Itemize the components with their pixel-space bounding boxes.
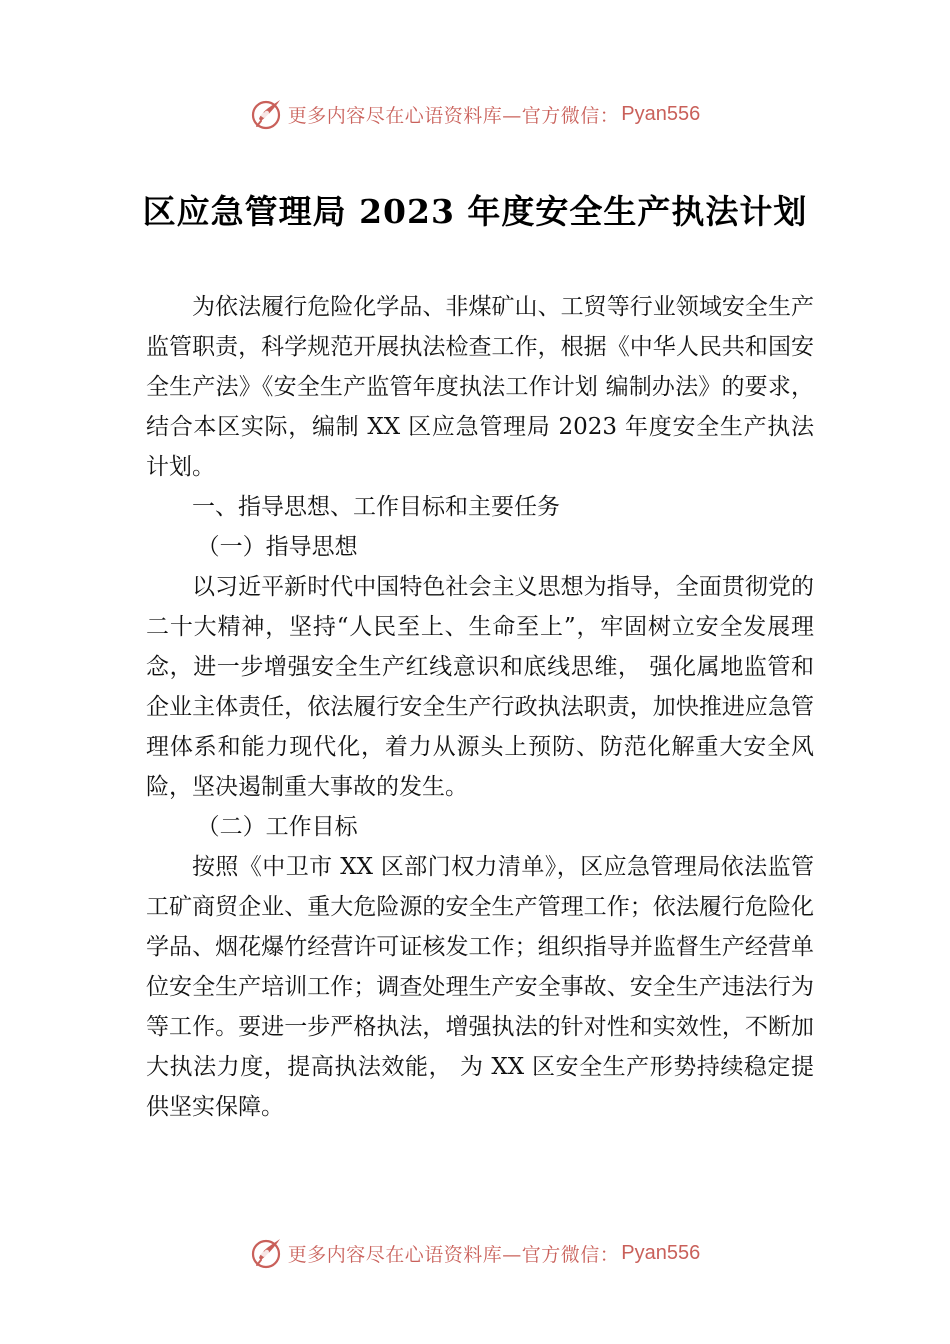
- subsection-heading: （二）工作目标: [196, 814, 358, 840]
- document-title: 区应急管理局 2023 年度安全生产执法计划: [142, 192, 808, 231]
- footer-watermark: [0, 1233, 950, 1273]
- subsection-heading: （一）指导思想: [196, 534, 358, 560]
- quill-heart-logo-icon: [250, 1236, 284, 1270]
- watermark-wechat-id: Pyan556: [621, 102, 701, 125]
- body-paragraph: 以习近平新时代中国特色社会主义思想为指导，全面贯彻党的二十大精神，坚持“人民至上、生命至上”，牢固树立安全发展理念，进一步增强安全生产红线意识和底线思维， 强化属地监管和企业主体责任，依法履行安全生产行政执法职责，加快推进应急管理体系和能力现代化，着力从源头上预防、防范化解重大安全风险，坚决遏制重大事故的发生。: [146, 574, 814, 800]
- watermark-wechat-id: Pyan556: [621, 1241, 701, 1264]
- body-paragraph: 按照《中卫市 XX 区部门权力清单》，区应急管理局依法监管工矿商贸企业、重大危险源的安全生产管理工作；依法履行危险化学品、烟花爆竹经营许可证核发工作；组织指导并监督生产经营单位安全生产培训工作；调查处理生产安全事故、安全生产违法行为等工作。要进一步严格执法，增强执法的针对性和实效性，不断加大执法力度，提高执法效能， 为 XX 区安全生产形势持续稳定提供坚实保障。: [146, 854, 814, 1120]
- section-heading: 一、指导思想、工作目标和主要任务: [192, 494, 560, 520]
- watermark-text: 更多内容尽在心语资料库—官方微信：: [287, 1243, 620, 1266]
- watermark-text: 更多内容尽在心语资料库—官方微信：: [287, 104, 620, 127]
- document-body: [146, 287, 814, 1127]
- quill-heart-logo-icon: [250, 97, 284, 131]
- intro-paragraph: 为依法履行危险化学品、非煤矿山、工贸等行业领域安全生产监管职责，科学规范开展执法检查工作，根据《中华人民共和国安全生产法》《安全生产监管年度执法工作计划 编制办法》的要求，结合本区实际，编制 XX 区应急管理局 2023 年度安全生产执法计划。: [146, 294, 814, 480]
- header-watermark: [0, 94, 950, 134]
